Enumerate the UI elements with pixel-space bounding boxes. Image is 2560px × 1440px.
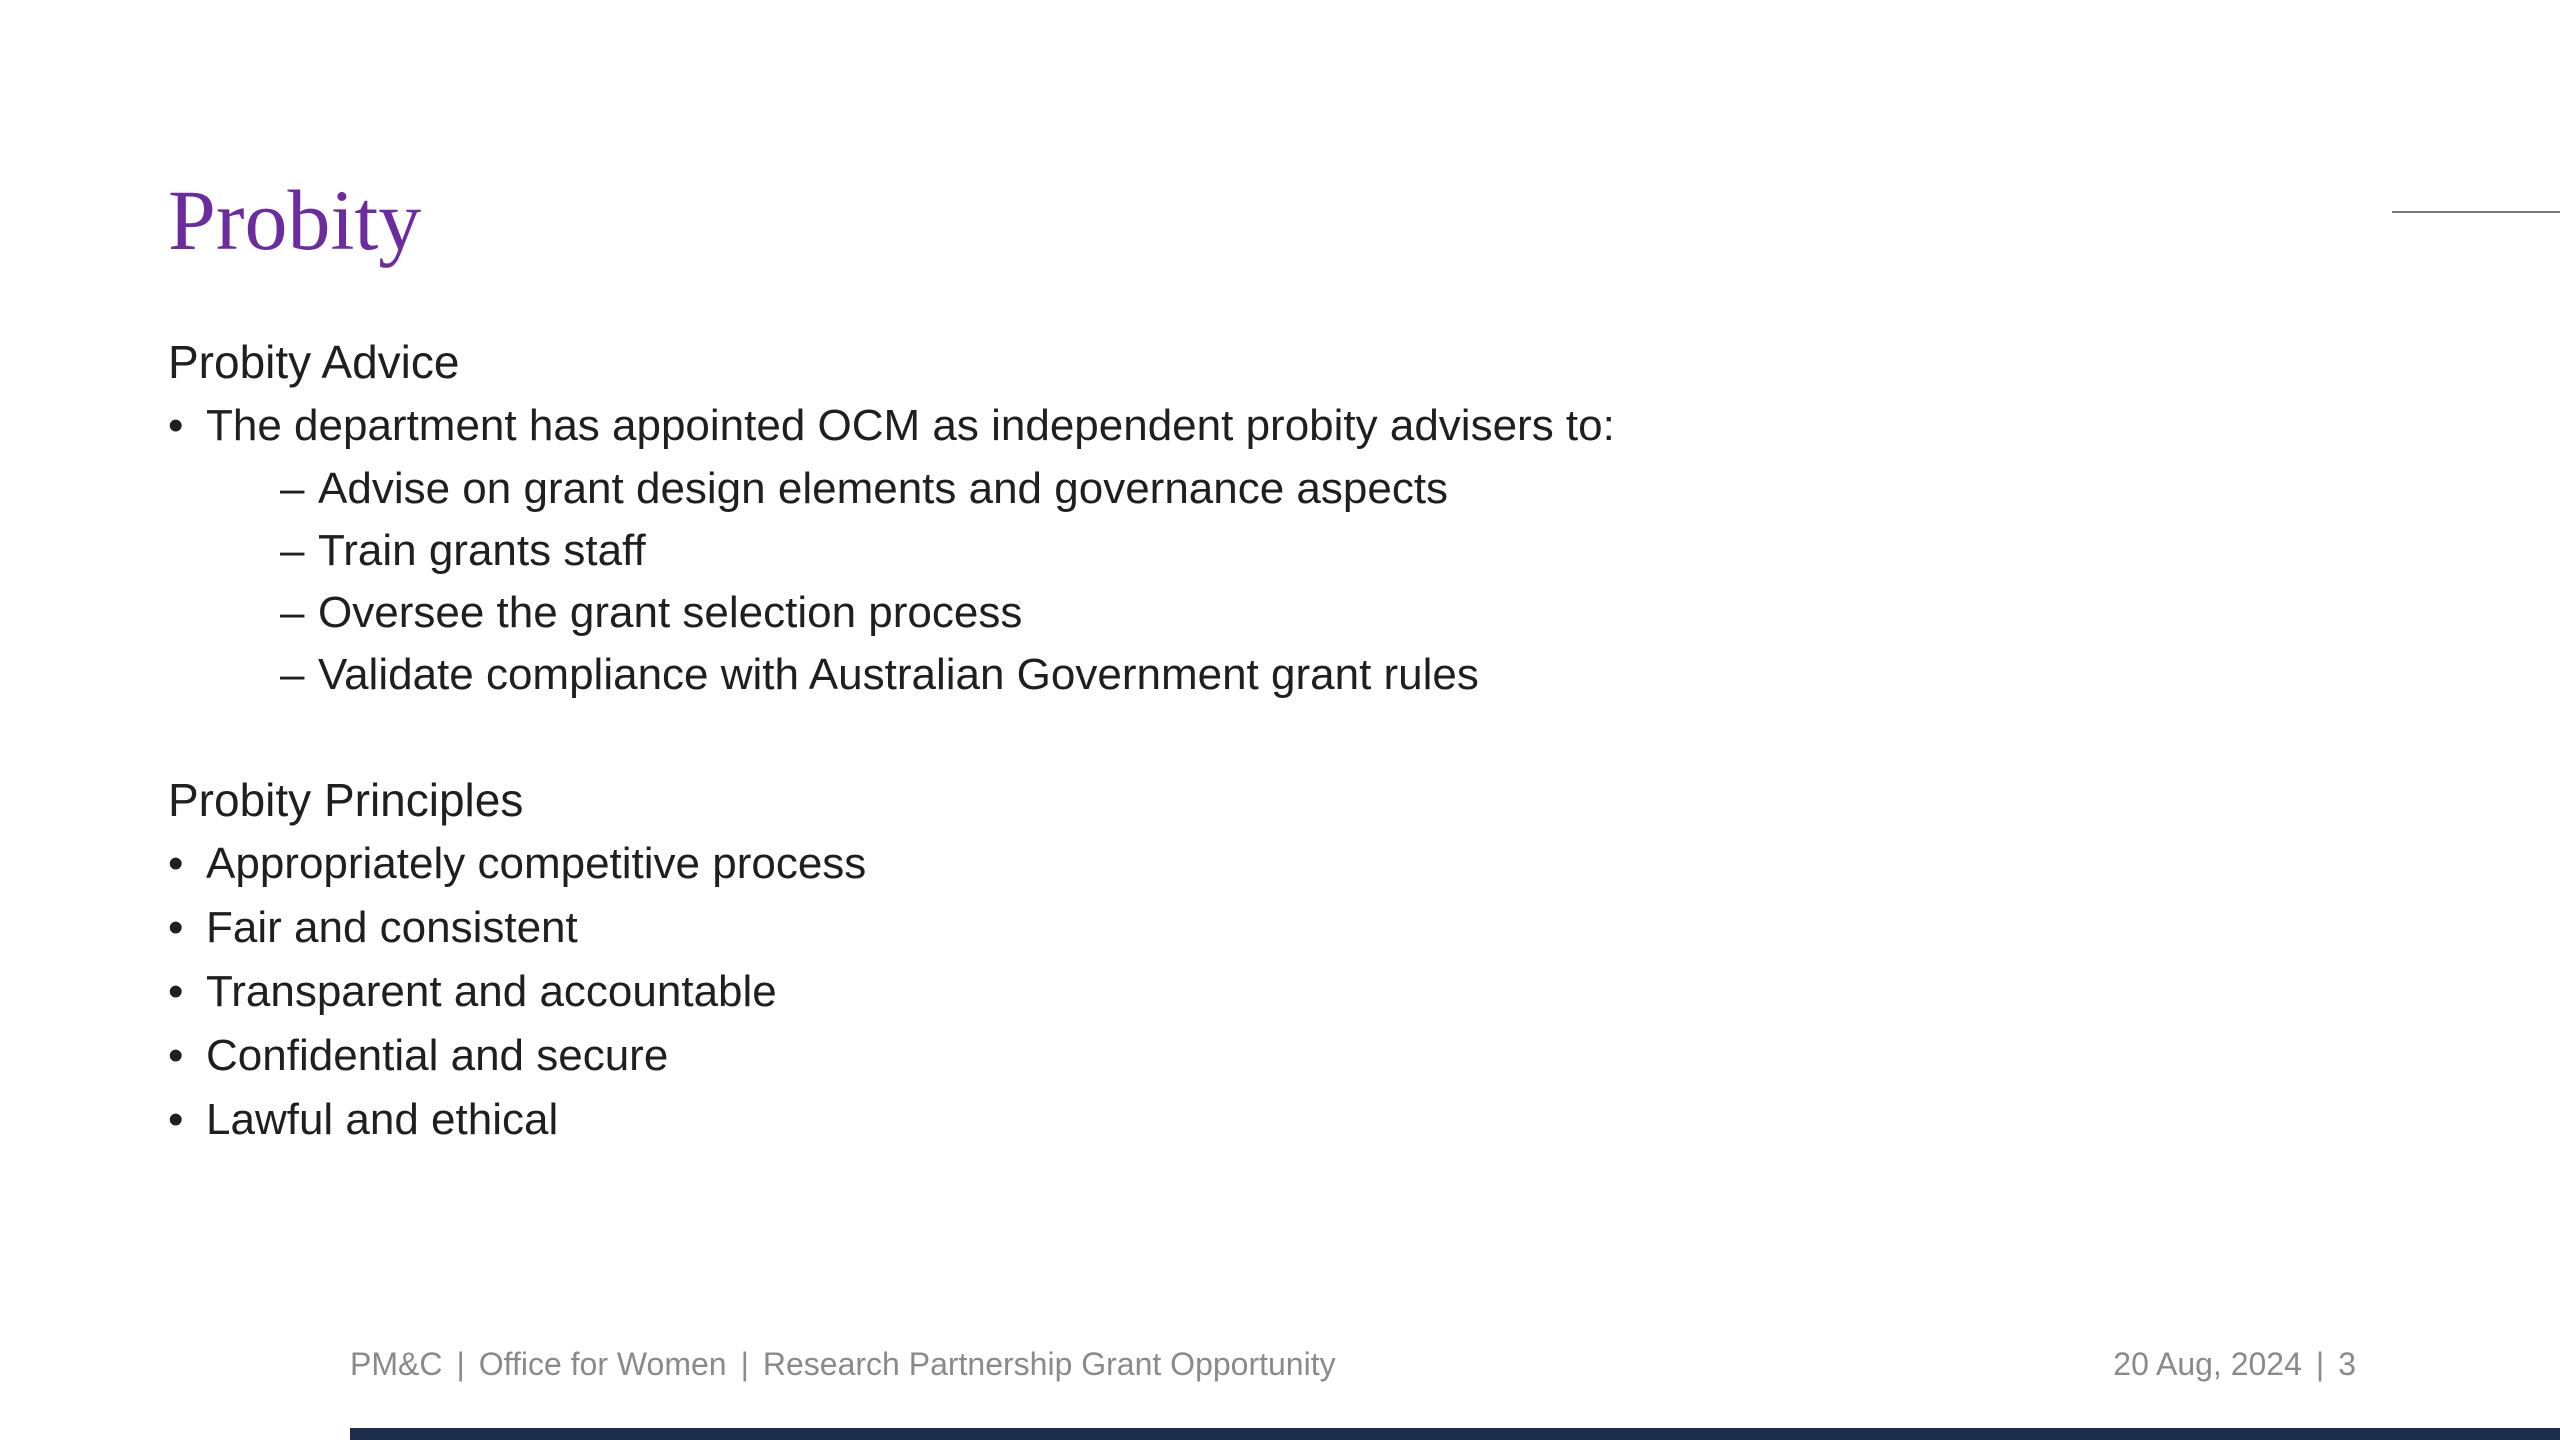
list-item: • Fair and consistent xyxy=(168,896,2368,960)
section-heading-probity-principles: Probity Principles xyxy=(168,774,524,826)
sub-list-item: – Oversee the grant selection process xyxy=(168,582,2368,644)
title-rule xyxy=(2392,211,2560,213)
slide-title: Probity xyxy=(168,172,422,268)
footer-breadcrumb xyxy=(350,1342,1336,1386)
sub-list-item: – Validate compliance with Australian Government grant rules xyxy=(168,644,2368,706)
list-item: • Appropriately competitive process xyxy=(168,832,2368,896)
footer-org: PM&C xyxy=(350,1346,443,1382)
footer-separator: | xyxy=(456,1346,465,1382)
footer-meta xyxy=(2113,1342,2356,1386)
footer-bar xyxy=(350,1428,2560,1440)
section-heading-probity-advice: Probity Advice xyxy=(168,336,460,388)
page-number: 3 xyxy=(2338,1346,2356,1382)
probity-advice-sublist xyxy=(168,458,2368,706)
footer-date: 20 Aug, 2024 xyxy=(2113,1346,2302,1382)
list-item: • Confidential and secure xyxy=(168,1024,2368,1088)
bullet-text: The department has appointed OCM as independent probity advisers to: xyxy=(206,401,1615,450)
footer-separator: | xyxy=(740,1346,749,1382)
probity-advice-list xyxy=(168,394,2368,458)
list-item: • Transparent and accountable xyxy=(168,960,2368,1024)
footer-separator: | xyxy=(2315,1346,2325,1382)
list-item xyxy=(168,394,2368,458)
slide-content xyxy=(168,330,2368,1152)
sub-list-item: – Advise on grant design elements and governance aspects xyxy=(168,458,2368,520)
section-spacer xyxy=(168,706,2368,768)
list-item: • Lawful and ethical xyxy=(168,1088,2368,1152)
footer-program: Research Partnership Grant Opportunity xyxy=(762,1346,1336,1382)
probity-principles-list xyxy=(168,832,2368,1152)
footer-office: Office for Women xyxy=(478,1346,727,1382)
sub-list-item: – Train grants staff xyxy=(168,520,2368,582)
